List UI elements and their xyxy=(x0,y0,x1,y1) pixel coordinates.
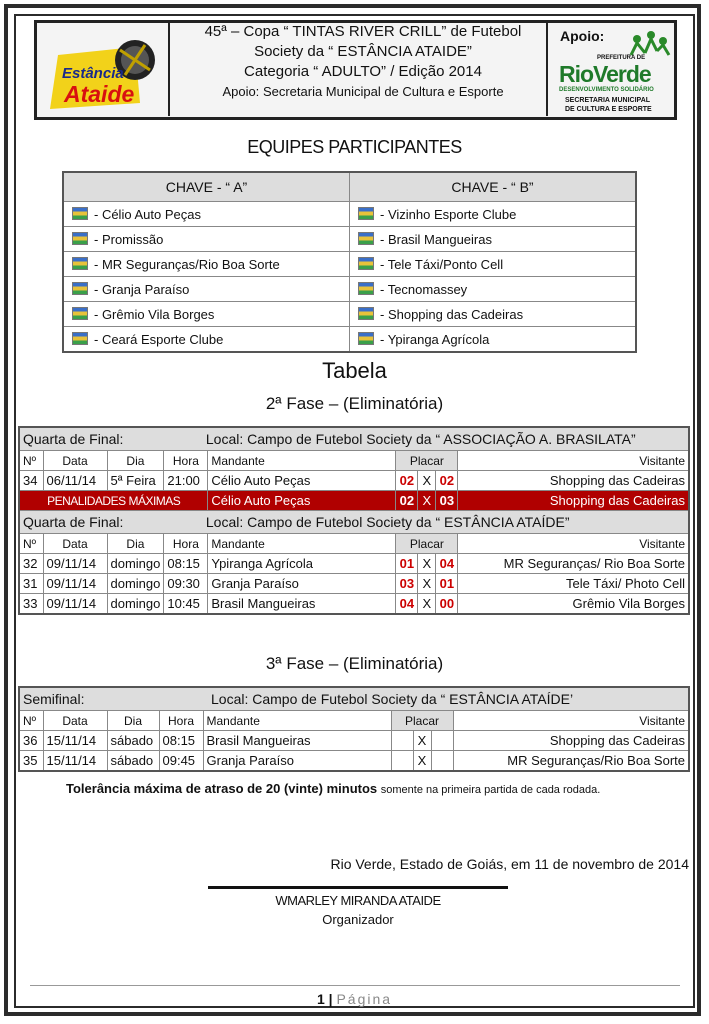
table-cell: domingo xyxy=(107,574,164,594)
table-cell: Hora xyxy=(159,711,203,731)
table-cell: 09/11/14 xyxy=(43,574,107,594)
column-header-row xyxy=(19,534,689,554)
table-cell: Brasil Mangueiras xyxy=(208,594,396,615)
team-row xyxy=(63,327,636,353)
table-cell: 01 xyxy=(396,554,418,574)
game-row xyxy=(19,574,689,594)
table-cell xyxy=(63,202,350,227)
table-cell: 08:15 xyxy=(164,554,208,574)
table-cell: Nº xyxy=(19,534,43,554)
logo-left-line1: Estância xyxy=(62,65,124,82)
team-flag-icon xyxy=(72,307,88,320)
footer-line xyxy=(30,985,680,986)
team-flag-icon xyxy=(358,207,374,220)
team-b-name: - Ypiranga Agrícola xyxy=(380,331,490,347)
page-footer xyxy=(0,991,709,1007)
penalty-label: PENALIDADES MÁXIMAS xyxy=(19,491,208,511)
penalty-row xyxy=(19,491,689,511)
team-row xyxy=(63,227,636,252)
table-cell: MR Seguranças/Rio Boa Sorte xyxy=(453,751,689,772)
table-cell: X xyxy=(418,574,436,594)
table-cell: Mandante xyxy=(203,711,391,731)
logo-right-small: PREFEITURA DE xyxy=(597,55,646,61)
tolerance-small: somente na primeira partida de cada rodada. xyxy=(380,784,601,796)
col-data: Data xyxy=(43,451,107,471)
table-cell xyxy=(63,327,350,353)
table-cell xyxy=(391,751,413,772)
team-row xyxy=(63,277,636,302)
table-cell xyxy=(205,427,689,451)
team-flag-icon xyxy=(72,257,88,270)
group-b-header: CHAVE - “ B” xyxy=(350,172,637,202)
table-cell: Tele Táxi/ Photo Cell xyxy=(458,574,689,594)
table-cell xyxy=(431,731,453,751)
table-cell: 09/11/14 xyxy=(43,554,107,574)
table-cell: domingo xyxy=(107,594,164,615)
stage-label: Quarta de Final: xyxy=(23,514,124,530)
team-b-name: - Vizinho Esporte Clube xyxy=(380,206,517,222)
table-cell: Data xyxy=(43,711,107,731)
team-flag-icon xyxy=(72,232,88,245)
col-placar: Placar xyxy=(396,451,458,471)
team-row xyxy=(63,202,636,227)
table-cell: X xyxy=(418,491,436,511)
table-cell: 31 xyxy=(19,574,43,594)
table-cell: Hora xyxy=(164,534,208,554)
header-line2: Society da “ ESTÂNCIA ATAIDE” xyxy=(254,43,472,60)
local-label: Local: Campo de Futebol Society da “ ASSOCIAÇÃO A. BRASILATA” xyxy=(205,431,636,447)
phase2-title: 2ª Fase – (Eliminatória) xyxy=(265,394,444,413)
table-cell: 02 xyxy=(436,471,458,491)
team-flag-icon xyxy=(358,332,374,345)
table-cell xyxy=(431,751,453,772)
table-cell: MR Seguranças/ Rio Boa Sorte xyxy=(458,554,689,574)
col-visitante: Visitante xyxy=(458,451,689,471)
table-cell: 06/11/14 xyxy=(43,471,107,491)
table-cell: Célio Auto Peças xyxy=(208,471,396,491)
team-a-name: - Ceará Esporte Clube xyxy=(94,331,224,347)
header-apoio-line xyxy=(180,82,546,102)
table-cell xyxy=(350,202,637,227)
phase3-header xyxy=(19,687,689,711)
team-row xyxy=(63,302,636,327)
table-cell: 09/11/14 xyxy=(43,594,107,615)
team-flag-icon xyxy=(72,207,88,220)
table-cell: X xyxy=(418,471,436,491)
table-cell: Placar xyxy=(391,711,453,731)
estancia-ataide-logo xyxy=(40,25,165,113)
team-a-name: - Granja Paraíso xyxy=(94,281,190,297)
table-cell: 5ª Feira xyxy=(107,471,164,491)
table-cell: Brasil Mangueiras xyxy=(203,731,391,751)
header-line3: Categoria “ ADULTO” / Edição 2014 xyxy=(244,63,482,80)
team-flag-icon xyxy=(358,307,374,320)
table-cell xyxy=(63,227,350,252)
phase2-block2-header xyxy=(19,511,689,534)
column-header-row xyxy=(19,711,689,731)
teams-table xyxy=(62,171,637,353)
team-row xyxy=(63,252,636,277)
table-cell xyxy=(350,227,637,252)
team-a-name: - Célio Auto Peças xyxy=(94,206,201,222)
table-cell: 08:15 xyxy=(159,731,203,751)
tolerance-main: Tolerância máxima de atraso de 20 (vinte) minutos xyxy=(66,781,378,796)
tolerance-note xyxy=(66,781,600,796)
stage-label: Quarta de Final: xyxy=(23,431,124,447)
table-cell: 02 xyxy=(396,471,418,491)
team-flag-icon xyxy=(358,232,374,245)
header-apoio-prefix: Apoio: xyxy=(222,84,260,99)
table-cell: X xyxy=(418,594,436,615)
rio-verde-logo xyxy=(553,25,673,117)
header-apoio-text: Secretaria Municipal de Cultura e Esporte xyxy=(262,84,504,99)
table-cell: Placar xyxy=(396,534,458,554)
table-cell: sábado xyxy=(107,751,159,772)
table-cell: Grêmio Vila Borges xyxy=(458,594,689,615)
table-cell: Dia xyxy=(107,711,159,731)
table-cell: 10:45 xyxy=(164,594,208,615)
right-apoio-label: Apoio: xyxy=(560,28,605,44)
table-cell: 32 xyxy=(19,554,43,574)
table-cell xyxy=(63,277,350,302)
page-number: 1 xyxy=(316,991,325,1007)
table-cell xyxy=(391,731,413,751)
local-label: Local: Campo de Futebol Society da “ ESTÂNCIA ATAÍDE’ xyxy=(211,691,574,707)
page-word: Página xyxy=(336,991,393,1007)
table-cell: X xyxy=(418,554,436,574)
table-cell: 04 xyxy=(396,594,418,615)
table-cell xyxy=(350,277,637,302)
table-cell: Granja Paraíso xyxy=(203,751,391,772)
team-b-name: - Shopping das Cadeiras xyxy=(380,306,524,322)
col-n: Nº xyxy=(19,451,43,471)
table-cell xyxy=(350,302,637,327)
place-date: Rio Verde, Estado de Goiás, em 11 de novembro de 2014 xyxy=(330,856,689,872)
table-cell: Shopping das Cadeiras xyxy=(453,731,689,751)
table-cell xyxy=(205,511,689,534)
header-line1: 45ª – Copa “ TINTAS RIVER CRILL” de Futebol xyxy=(204,23,522,40)
table-cell: 09:45 xyxy=(159,751,203,772)
table-cell: 15/11/14 xyxy=(43,751,107,772)
teams-title: EQUIPES PARTICIPANTES xyxy=(247,137,462,157)
table-cell: Visitante xyxy=(453,711,689,731)
signature-name: WMARLEY MIRANDA ATAIDE xyxy=(275,893,441,908)
table-cell: 34 xyxy=(19,471,43,491)
table-cell: 00 xyxy=(436,594,458,615)
table-cell xyxy=(350,252,637,277)
game-row xyxy=(19,471,689,491)
group-a-header: CHAVE - “ A” xyxy=(63,172,350,202)
table-cell: Data xyxy=(43,534,107,554)
logo-right-main: RioVerde xyxy=(559,61,651,87)
table-cell: Dia xyxy=(107,534,164,554)
logo-right-sec1: SECRETARIA MUNICIPAL xyxy=(565,97,651,104)
game-row xyxy=(19,594,689,615)
tabela-title: Tabela xyxy=(322,358,387,383)
table-cell: Shopping das Cadeiras xyxy=(458,471,689,491)
col-dia: Dia xyxy=(107,451,164,471)
page-sep: | xyxy=(328,991,333,1007)
team-flag-icon xyxy=(358,282,374,295)
team-flag-icon xyxy=(72,332,88,345)
table-cell: Ypiranga Agrícola xyxy=(208,554,396,574)
table-cell: 09:30 xyxy=(164,574,208,594)
table-cell: sábado xyxy=(107,731,159,751)
phase3-table xyxy=(18,686,690,772)
table-cell xyxy=(211,687,689,711)
table-cell: X xyxy=(413,751,431,772)
team-b-name: - Tele Táxi/Ponto Cell xyxy=(380,256,504,272)
logo-left-line2: Ataide xyxy=(64,81,135,107)
team-a-name: - MR Seguranças/Rio Boa Sorte xyxy=(94,256,280,272)
phase2-table xyxy=(18,426,690,615)
team-flag-icon xyxy=(358,257,374,270)
local-label: Local: Campo de Futebol Society da “ ESTÂNCIA ATAÍDE” xyxy=(205,514,570,530)
table-cell: 03 xyxy=(396,574,418,594)
team-b-name: - Tecnomassey xyxy=(380,281,468,297)
col-mandante: Mandante xyxy=(208,451,396,471)
penalty-away: Shopping das Cadeiras xyxy=(458,491,689,511)
table-cell: domingo xyxy=(107,554,164,574)
phase3-title: 3ª Fase – (Eliminatória) xyxy=(265,654,444,673)
game-row xyxy=(19,554,689,574)
table-cell: X xyxy=(413,731,431,751)
table-cell xyxy=(63,252,350,277)
col-hora: Hora xyxy=(164,451,208,471)
header-divider-right xyxy=(546,22,548,116)
header-divider-left xyxy=(168,22,170,116)
table-cell: Mandante xyxy=(208,534,396,554)
penalty-home: Célio Auto Peças xyxy=(208,491,396,511)
table-cell: 21:00 xyxy=(164,471,208,491)
logo-right-sec2: DE CULTURA E ESPORTE xyxy=(565,106,652,113)
table-cell: 36 xyxy=(19,731,43,751)
team-a-name: - Grêmio Vila Borges xyxy=(94,306,215,322)
table-cell xyxy=(350,327,637,353)
table-cell: 35 xyxy=(19,751,43,772)
table-cell: 01 xyxy=(436,574,458,594)
team-a-name: - Promissão xyxy=(94,231,164,247)
team-b-name: - Brasil Mangueiras xyxy=(380,231,492,247)
team-flag-icon xyxy=(72,282,88,295)
table-cell: 03 xyxy=(436,491,458,511)
stage-label: Semifinal: xyxy=(23,691,85,707)
table-cell: Nº xyxy=(19,711,43,731)
table-cell: Visitante xyxy=(458,534,689,554)
signature-role: Organizador xyxy=(322,912,394,927)
table-cell xyxy=(63,302,350,327)
header-title-block xyxy=(180,22,546,102)
signature-line xyxy=(208,886,508,889)
table-cell: 33 xyxy=(19,594,43,615)
table-cell: 02 xyxy=(396,491,418,511)
table-cell: 15/11/14 xyxy=(43,731,107,751)
phase2-block1-header xyxy=(19,427,689,451)
game-row xyxy=(19,731,689,751)
logo-right-sub: DESENVOLVIMENTO SOLIDÁRIO xyxy=(559,87,654,93)
column-header-row xyxy=(19,451,689,471)
game-row xyxy=(19,751,689,772)
table-cell: Granja Paraíso xyxy=(208,574,396,594)
table-cell: 04 xyxy=(436,554,458,574)
